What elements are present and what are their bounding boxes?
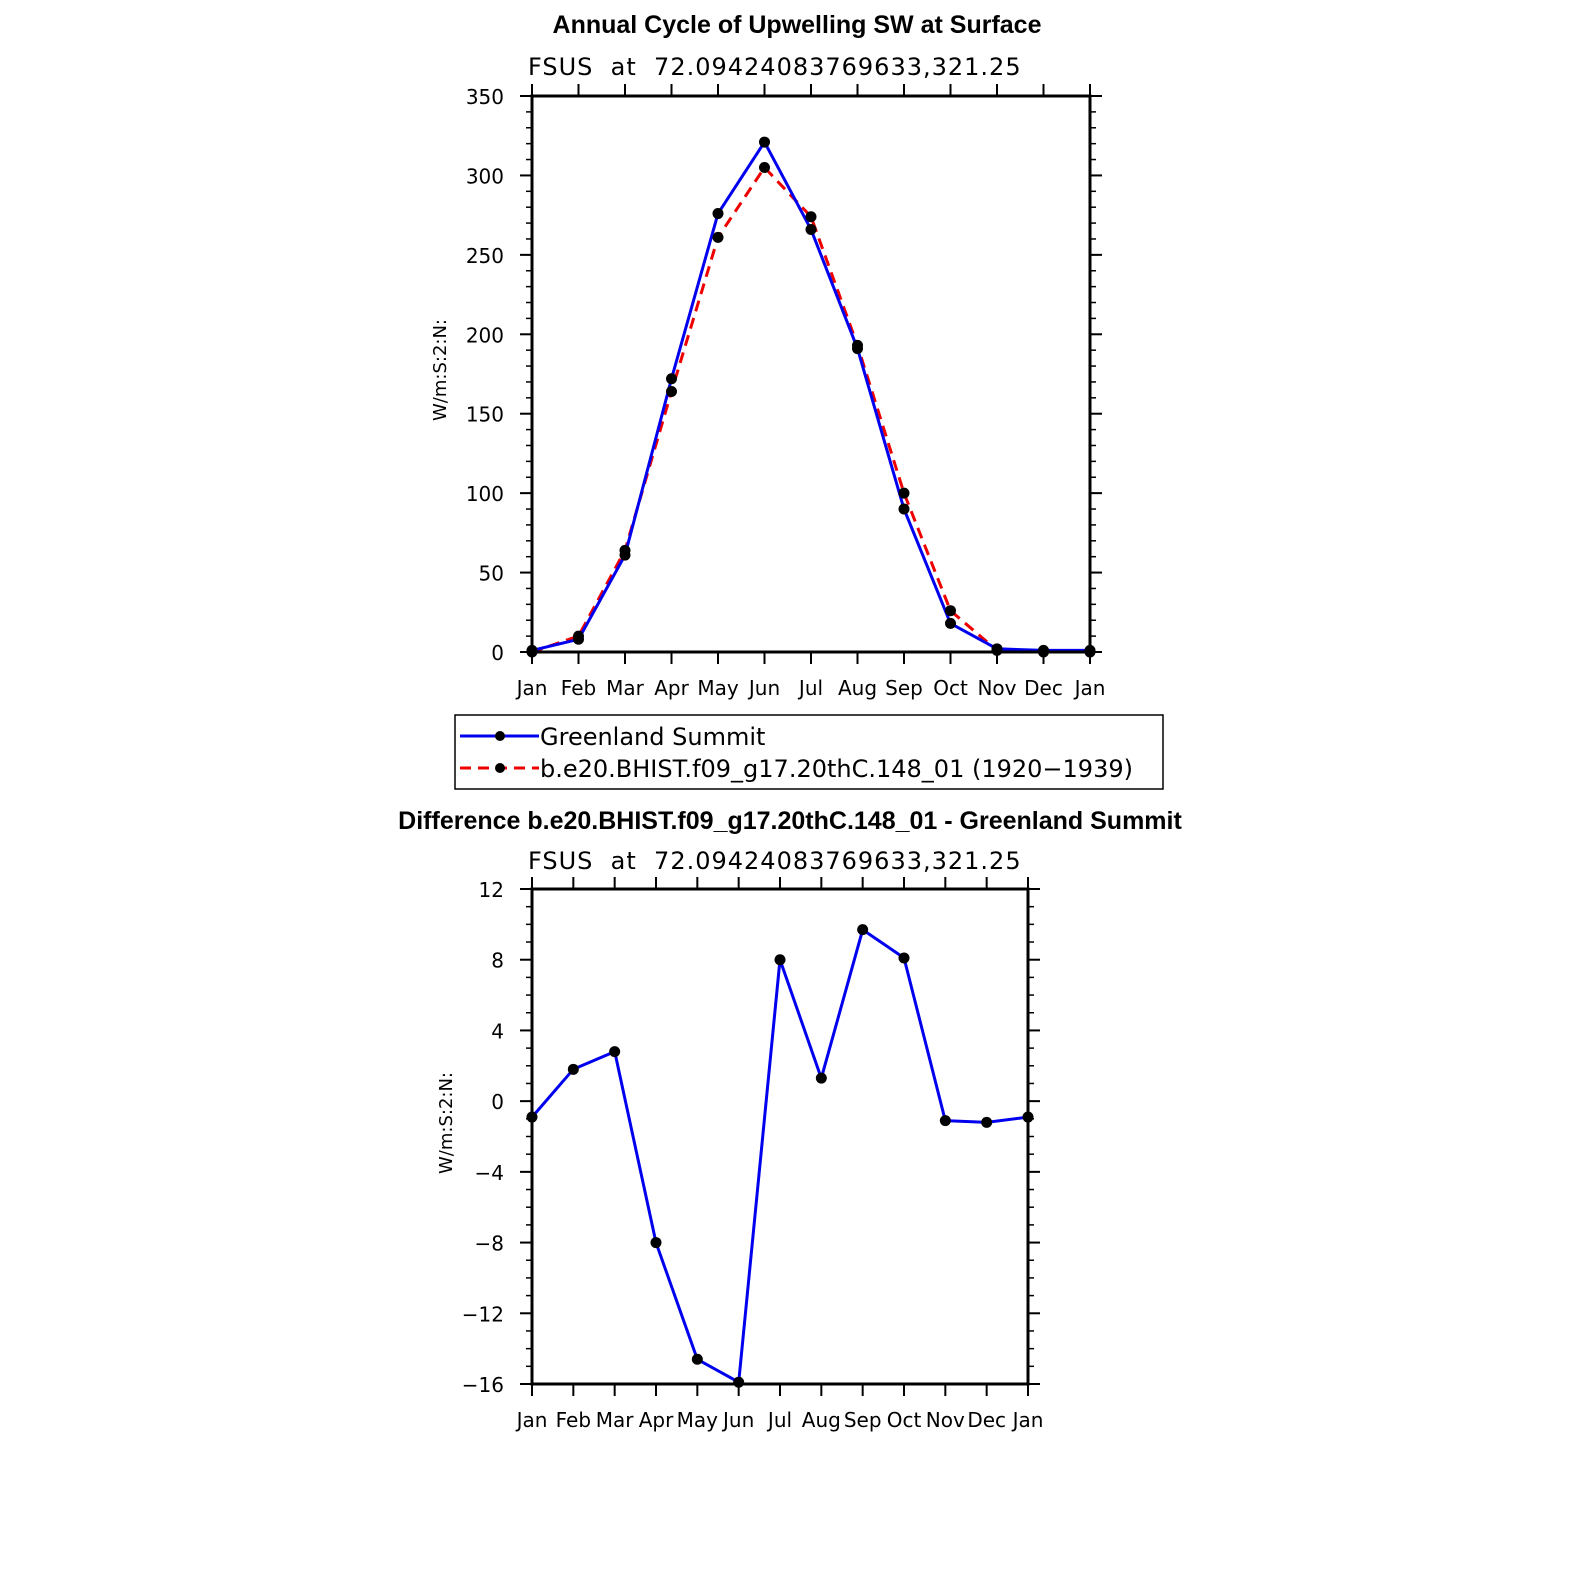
chart-title: Difference b.e20.BHIST.f09_g17.20thC.148_01 - Greenland Summit bbox=[398, 807, 1182, 835]
x-tick-label: Aug bbox=[801, 1408, 841, 1432]
y-tick-label: 50 bbox=[478, 561, 504, 586]
x-tick-label: Apr bbox=[638, 1408, 674, 1432]
x-tick-label: Mar bbox=[595, 1408, 634, 1432]
y-tick-label: 150 bbox=[465, 402, 504, 427]
y-tick-label: −8 bbox=[474, 1231, 504, 1256]
y-tick-label: 12 bbox=[478, 878, 504, 902]
data-point-series-0 bbox=[733, 1377, 744, 1388]
x-tick-label: Jan bbox=[1012, 1408, 1044, 1432]
data-point-series-1 bbox=[806, 211, 817, 222]
data-point-series-1 bbox=[945, 605, 956, 616]
x-tick-label: Apr bbox=[654, 676, 689, 700]
y-tick-label: −16 bbox=[461, 1373, 504, 1397]
x-tick-label: Oct bbox=[886, 1408, 922, 1432]
data-point-series-0 bbox=[816, 1073, 827, 1084]
data-point-series-0 bbox=[940, 1115, 951, 1126]
x-tick-label: Dec bbox=[1024, 676, 1063, 700]
x-tick-label: Jan bbox=[516, 1408, 548, 1432]
series-layer bbox=[527, 924, 1034, 1388]
y-tick-label: 100 bbox=[465, 482, 504, 507]
x-tick-label: Jul bbox=[798, 676, 824, 700]
x-tick-label: Feb bbox=[560, 676, 597, 700]
y-tick-label: 0 bbox=[491, 1090, 504, 1115]
y-axis-label: W/m:S:2:N: bbox=[436, 1072, 457, 1174]
x-tick-label: Jan bbox=[1074, 676, 1106, 700]
data-point-series-0 bbox=[775, 954, 786, 965]
data-point-series-1 bbox=[899, 488, 910, 499]
tick-labels bbox=[462, 878, 1044, 1432]
x-tick-label: Nov bbox=[925, 1408, 965, 1432]
data-point-series-1 bbox=[620, 545, 631, 556]
x-tick-label: Jan bbox=[516, 676, 548, 700]
data-point-series-0 bbox=[713, 208, 724, 219]
data-point-series-0 bbox=[666, 373, 677, 384]
data-point-series-0 bbox=[651, 1237, 662, 1248]
data-point-series-0 bbox=[568, 1064, 579, 1075]
x-tick-label: Mar bbox=[606, 676, 644, 700]
y-tick-label: 4 bbox=[491, 1019, 504, 1044]
x-tick-label: Jun bbox=[723, 1408, 755, 1432]
x-tick-label: May bbox=[697, 676, 739, 700]
data-point-series-0 bbox=[692, 1354, 703, 1365]
legend-entry-model-run bbox=[460, 755, 1133, 783]
data-point-series-1 bbox=[713, 232, 724, 243]
data-point-series-1 bbox=[666, 386, 677, 397]
data-point-series-0 bbox=[806, 224, 817, 235]
data-point-series-0 bbox=[857, 924, 868, 935]
data-point-series-1 bbox=[992, 645, 1003, 656]
chart-subtitle: FSUS at 72.09424083769633,321.25 bbox=[528, 53, 1022, 81]
y-tick-label: −4 bbox=[474, 1160, 504, 1185]
legend-marker-model-run bbox=[495, 763, 505, 773]
x-tick-label: Jun bbox=[748, 676, 781, 700]
tick-labels bbox=[466, 85, 1106, 700]
series-line-0 bbox=[532, 930, 1028, 1382]
data-point-series-0 bbox=[945, 618, 956, 629]
data-point-series-0 bbox=[899, 952, 910, 963]
x-tick-label: Feb bbox=[555, 1408, 592, 1432]
y-tick-label: 0 bbox=[491, 641, 504, 665]
x-tick-label: Nov bbox=[977, 676, 1017, 700]
axis-ticks bbox=[520, 84, 1102, 664]
data-point-series-0 bbox=[759, 137, 770, 148]
difference-panel bbox=[398, 807, 1182, 1432]
y-tick-label: −12 bbox=[461, 1302, 504, 1327]
x-tick-label: Sep bbox=[885, 676, 923, 700]
x-tick-label: May bbox=[676, 1408, 719, 1432]
series-line-1 bbox=[532, 168, 1090, 653]
x-tick-label: Aug bbox=[837, 676, 878, 700]
x-tick-label: Oct bbox=[933, 676, 968, 700]
y-tick-label: 8 bbox=[491, 948, 504, 973]
data-point-series-0 bbox=[899, 504, 910, 515]
data-point-series-1 bbox=[759, 162, 770, 173]
y-tick-label: 350 bbox=[465, 85, 504, 109]
legend-marker-greenland-summit bbox=[495, 731, 505, 741]
series-layer bbox=[527, 137, 1096, 658]
data-point-series-0 bbox=[609, 1046, 620, 1057]
data-point-series-1 bbox=[852, 340, 863, 351]
annual-cycle-panel bbox=[430, 11, 1105, 700]
y-axis-label: W/m:S:2:N: bbox=[430, 319, 451, 421]
data-point-series-1 bbox=[573, 631, 584, 642]
legend bbox=[455, 715, 1163, 789]
legend-label-greenland-summit: Greenland Summit bbox=[540, 723, 766, 751]
y-tick-label: 300 bbox=[465, 164, 504, 189]
chart-title: Annual Cycle of Upwelling SW at Surface bbox=[552, 11, 1042, 39]
x-tick-label: Sep bbox=[843, 1408, 882, 1432]
legend-label-model-run: b.e20.BHIST.f09_g17.20thC.148_01 (1920−1939) bbox=[540, 755, 1133, 783]
data-point-series-0 bbox=[981, 1117, 992, 1128]
x-tick-label: Jul bbox=[767, 1408, 793, 1432]
chart-subtitle: FSUS at 72.09424083769633,321.25 bbox=[528, 847, 1022, 875]
y-tick-label: 200 bbox=[465, 323, 504, 348]
x-tick-label: Dec bbox=[967, 1408, 1007, 1432]
y-tick-label: 250 bbox=[465, 243, 504, 268]
